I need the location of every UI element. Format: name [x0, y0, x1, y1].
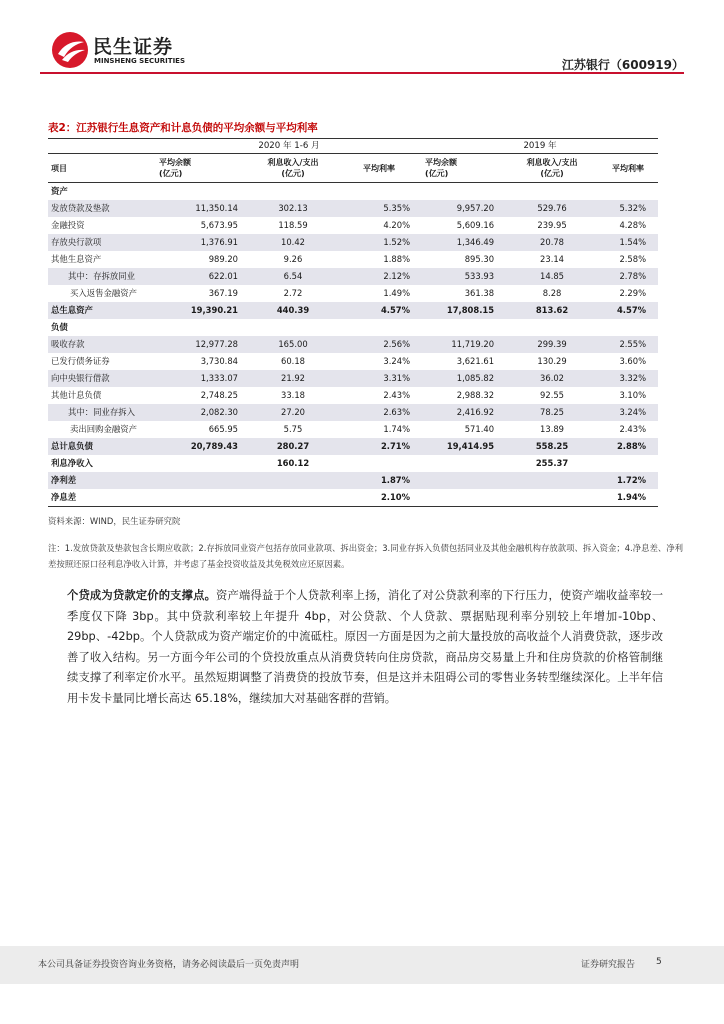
cell-interest: 160.12: [276, 458, 310, 468]
table-row: [48, 268, 658, 285]
spread-row: [48, 472, 658, 489]
cell-interest: 302.13: [250, 200, 336, 217]
cell-interest: 27.20: [250, 404, 336, 421]
cell-balance: 12,977.28: [156, 336, 250, 353]
cell-rate: 1.88%: [383, 254, 411, 264]
row-label: 买入返售金融资产: [70, 288, 137, 298]
section-assets: [48, 183, 658, 201]
cell-interest: 6.54: [250, 268, 336, 285]
table-row: [48, 200, 658, 217]
cell-rate: 5.32%: [598, 200, 658, 217]
cell-interest: 60.18: [281, 356, 305, 366]
cell-rate: 2.88%: [598, 438, 658, 455]
table-row: [48, 285, 658, 302]
table-caption: 表2：江苏银行生息资产和计息负债的平均余额与平均利率: [48, 122, 318, 134]
cell-balance: 2,748.25: [200, 390, 238, 400]
cell-rate: 1.72%: [598, 472, 658, 489]
table-row: [48, 234, 658, 251]
page-number: 5: [656, 957, 662, 967]
cell-interest: 118.59: [278, 220, 308, 230]
cell-interest: 299.39: [506, 336, 598, 353]
cell-rate: 2.63%: [336, 404, 422, 421]
cell-interest: 130.29: [537, 356, 567, 366]
paragraph-text: 资产端得益于个人贷款利率上扬，消化了对公贷款利率的下行压力，使资产端收益率较一季度仅下降 3bp。其中贷款利率较上年提升 4bp，对公贷款、个人贷款、票据贴现利率分别较上年增加-10bp、29bp、-42bp。个人贷款成为资产端定价的中流砥柱。原因一方面是因为之前大量投放的高收益个人消费贷款，逐步改善了收入结构。另一方面今年公司的个贷投放重点从消费贷转向住房贷款，商品房交易量上升和住房贷款的价格管制继续支撑了利率定价水平。虽然短期调整了消费贷的投放节奏，但是这并未阻碍公司的零售业务转型继续深化。上半年信用卡发卡量同比增长高达 65.18%，继续加大对基础客群的营销。: [67, 589, 663, 705]
nii-row: [48, 455, 658, 472]
cell-interest: 92.55: [540, 390, 565, 400]
cell-rate: 1.52%: [336, 234, 422, 251]
cell-rate: 1.74%: [383, 424, 411, 434]
cell-balance: 895.30: [464, 254, 495, 264]
cell-rate: 2.71%: [336, 438, 422, 455]
body-paragraph: [67, 586, 663, 709]
cell-interest: 14.85: [506, 268, 598, 285]
cell-rate: 3.24%: [598, 404, 658, 421]
row-label: 其中：同业存拆入: [48, 404, 156, 421]
row-label: 总计息负债: [48, 438, 156, 455]
cell-rate: 3.10%: [619, 390, 647, 400]
row-label: 已发行债务证券: [51, 356, 110, 366]
cell-balance: 361.38: [464, 288, 495, 298]
total-row: [48, 302, 658, 319]
cell-balance: 2,082.30: [156, 404, 250, 421]
cell-interest: 8.28: [542, 288, 562, 298]
blank-cell: [48, 139, 156, 154]
table-row: [48, 217, 658, 234]
cell-interest: 21.92: [250, 370, 336, 387]
cell-balance: 1,085.82: [422, 370, 506, 387]
cell-interest: 558.25: [506, 438, 598, 455]
cell-rate: 4.57%: [336, 302, 422, 319]
cell-interest: 36.02: [506, 370, 598, 387]
row-label: 净利差: [48, 472, 156, 489]
paragraph-lead: 个贷成为贷款定价的支撑点。: [67, 589, 217, 602]
cell-interest: 78.25: [506, 404, 598, 421]
cell-rate: 2.29%: [619, 288, 647, 298]
section-label: 负债: [51, 322, 68, 332]
col-interest-1: 利息收入/支出 (亿元): [250, 154, 336, 183]
table-row: [48, 421, 658, 438]
cell-rate: 1.87%: [336, 472, 422, 489]
cell-balance: 989.20: [208, 254, 238, 264]
row-label: 向中央银行借款: [48, 370, 156, 387]
cell-interest: 10.42: [250, 234, 336, 251]
cell-rate: 2.78%: [598, 268, 658, 285]
col-balance-1: 平均余额 (亿元): [156, 154, 250, 183]
cell-balance: 19,390.21: [156, 302, 250, 319]
section-liabilities: [48, 319, 658, 336]
col-interest-2: 利息收入/支出 (亿元): [506, 154, 598, 183]
cell-rate: 3.24%: [383, 356, 411, 366]
cell-interest: 23.14: [540, 254, 565, 264]
table-period-header: [48, 139, 658, 154]
row-label: 其他生息资产: [51, 254, 102, 264]
col-balance-2: 平均余额 (亿元): [422, 154, 506, 183]
cell-interest: 165.00: [250, 336, 336, 353]
brand-name-cn: 民生证券: [93, 36, 174, 58]
row-label: 净息差: [48, 489, 156, 507]
minsheng-logo-icon: [50, 30, 90, 70]
row-label: 其中：存拆放同业: [48, 268, 156, 285]
total-row: [48, 438, 658, 455]
cell-rate: 3.31%: [336, 370, 422, 387]
cell-rate: 5.35%: [336, 200, 422, 217]
cell-balance: 5,609.16: [456, 220, 495, 230]
cell-balance: 1,376.91: [156, 234, 250, 251]
col-rate-2: 平均利率: [598, 154, 658, 183]
cell-rate: 4.20%: [383, 220, 411, 230]
cell-interest: 280.27: [250, 438, 336, 455]
cell-interest: 20.78: [506, 234, 598, 251]
cell-rate: 1.94%: [598, 489, 658, 507]
nim-row: [48, 489, 658, 507]
cell-balance: 622.01: [156, 268, 250, 285]
section-label: 资产: [51, 186, 68, 196]
cell-balance: 19,414.95: [422, 438, 506, 455]
table-row: [48, 387, 658, 404]
cell-balance: 2,416.92: [422, 404, 506, 421]
cell-rate: 2.43%: [383, 390, 411, 400]
cell-rate: 2.12%: [336, 268, 422, 285]
table-source: 资料来源：WIND，民生证券研究院: [48, 516, 181, 526]
cell-balance: 5,673.95: [200, 220, 238, 230]
report-title: 江苏银行（600919）: [561, 58, 684, 72]
row-label: 金融投资: [51, 220, 85, 230]
cell-balance: 665.95: [208, 424, 238, 434]
table-row: [48, 370, 658, 387]
cell-interest: 5.75: [283, 424, 303, 434]
table-notes: 注：1.发放贷款及垫款包含长期应收款；2.存拆放同业资产包括存放同业款项、拆出资金；3.同业存拆入负债包括同业及其他金融机构存放款项、拆入资金；4.净息差、净利差按照还原口径利息净收入计算，并考虑了基金投资收益及其免税效应还原因素。: [48, 543, 683, 569]
row-label: 总生息资产: [48, 302, 156, 319]
cell-balance: 3,730.84: [200, 356, 238, 366]
row-label: 卖出回购金融资产: [70, 424, 137, 434]
cell-balance: 11,350.14: [156, 200, 250, 217]
cell-rate: 3.32%: [598, 370, 658, 387]
table-row: [48, 336, 658, 353]
table-row: [48, 353, 658, 370]
cell-rate: 2.58%: [619, 254, 647, 264]
cell-rate: 2.43%: [619, 424, 647, 434]
period-2019: 2019 年: [422, 139, 658, 154]
footer-doc-type: 证券研究报告: [581, 960, 636, 970]
table-column-header: [48, 154, 658, 183]
cell-interest: 813.62: [506, 302, 598, 319]
cell-rate: 2.10%: [336, 489, 422, 507]
cell-interest: 2.72: [283, 288, 303, 298]
row-label: 发放贷款及垫款: [48, 200, 156, 217]
cell-interest: 13.89: [540, 424, 565, 434]
table-row: [48, 404, 658, 421]
footer-disclaimer: 本公司具备证券投资咨询业务资格，请务必阅读最后一页免责声明: [38, 960, 300, 970]
cell-rate: 4.28%: [619, 220, 647, 230]
balance-yield-table: [48, 138, 658, 507]
cell-balance: 1,333.07: [156, 370, 250, 387]
cell-interest: 33.18: [281, 390, 305, 400]
row-label: 其他计息负债: [51, 390, 102, 400]
cell-rate: 1.54%: [598, 234, 658, 251]
table-row: [48, 251, 658, 268]
cell-balance: 533.93: [422, 268, 506, 285]
cell-interest: 255.37: [535, 458, 569, 468]
cell-interest: 529.76: [506, 200, 598, 217]
cell-balance: 1,346.49: [422, 234, 506, 251]
cell-rate: 4.57%: [598, 302, 658, 319]
row-label: 存放央行款项: [48, 234, 156, 251]
cell-balance: 9,957.20: [422, 200, 506, 217]
brand-name-en: MINSHENG SECURITIES: [94, 57, 185, 65]
row-label: 利息净收入: [51, 458, 93, 468]
cell-balance: 367.19: [208, 288, 238, 298]
row-label: 吸收存款: [48, 336, 156, 353]
cell-rate: 1.49%: [383, 288, 411, 298]
col-rate-1: 平均利率: [336, 154, 422, 183]
cell-rate: 2.55%: [598, 336, 658, 353]
cell-balance: 3,621.61: [456, 356, 495, 366]
cell-interest: 9.26: [283, 254, 303, 264]
period-2020h1: 2020 年 1-6 月: [156, 139, 422, 154]
col-item: 项目: [48, 154, 156, 183]
cell-rate: 2.56%: [336, 336, 422, 353]
cell-balance: 2,988.32: [456, 390, 495, 400]
brand-logo: [50, 30, 190, 70]
cell-balance: 11,719.20: [422, 336, 506, 353]
cell-balance: 20,789.43: [156, 438, 250, 455]
cell-balance: 17,808.15: [422, 302, 506, 319]
cell-interest: 440.39: [250, 302, 336, 319]
cell-balance: 571.40: [464, 424, 495, 434]
cell-rate: 3.60%: [619, 356, 647, 366]
header-divider: [40, 72, 684, 74]
cell-interest: 239.95: [537, 220, 567, 230]
